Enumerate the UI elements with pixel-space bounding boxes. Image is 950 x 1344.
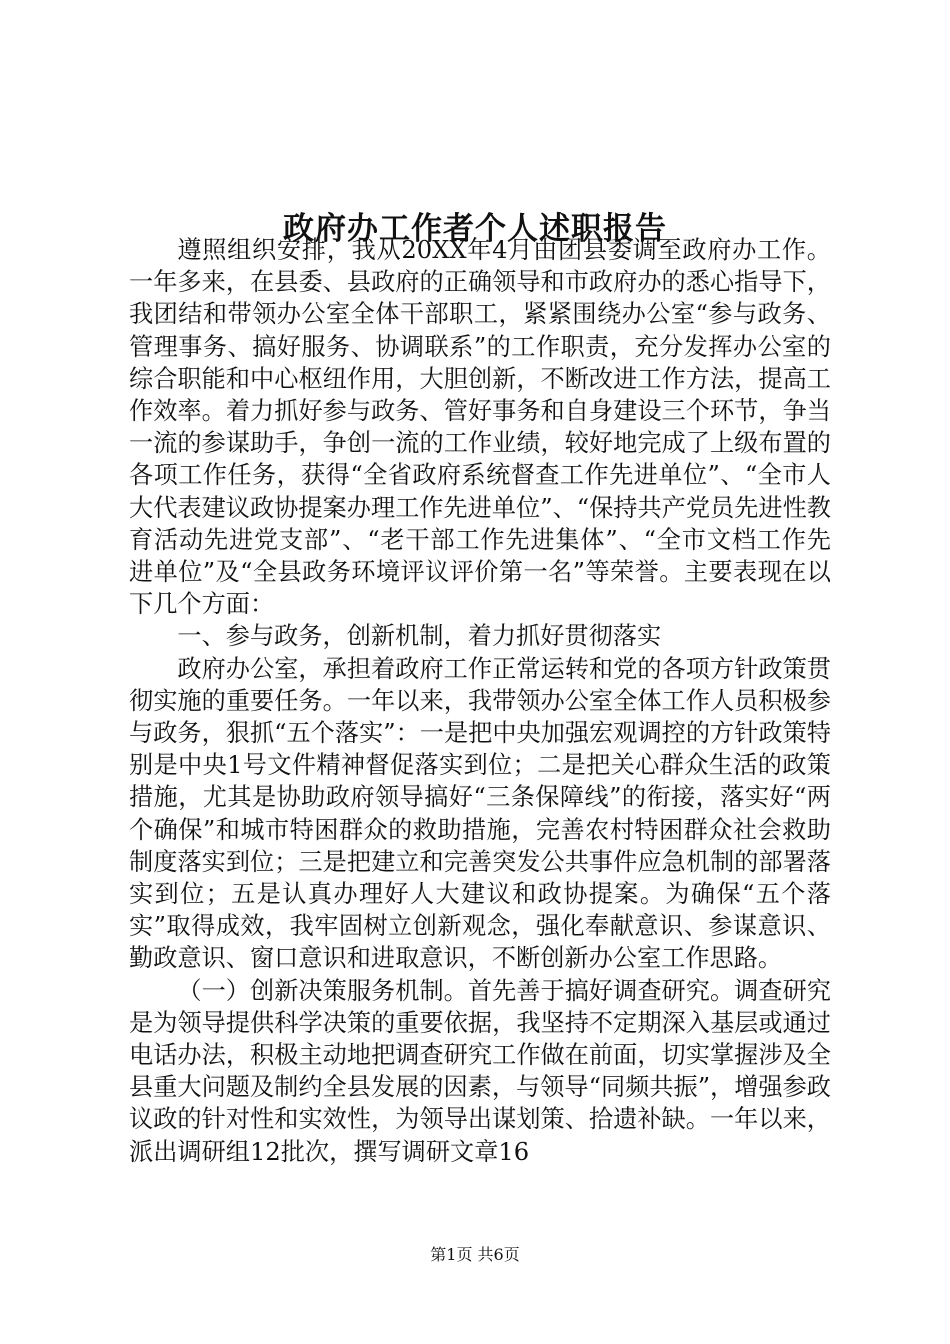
paragraph-section-one: 政府办公室，承担着政府工作正常运转和党的各项方针政策贯彻实施的重要任务。一年以来，我带领办公室全体工作人员积极参与政务，狠抓“五个落实”：一是把中央加强宏观调控的方针政策特别是中央1号文件精神督促落实到位；二是把关心群众生活的政策措施，尤其是协助政府领导搞好“三条保障线”的衔接，落实好“两个确保”和城市特困群众的救助措施，完善农村特困群众社会救助制度落实到位；三是把建立和完善突发公共事件应急机制的部署落实到位；五是认真办理好人大建议和政协提案。为确保“五个落实”取得成效，我牢固树立创新观念，强化奉献意识、参谋意识、勤政意识、窗口意识和进取意识，不断创新办公室工作思路。 xyxy=(129,654,831,973)
paragraph-subsection-one: （一）创新决策服务机制。首先善于搞好调查研究。调查研究是为领导提供科学决策的重要依据，我坚持不定期深入基层或通过电话办法，积极主动地把调查研究工作做在前面，切实掌握涉及全县重大问题及制约全县发展的因素，与领导“同频共振”，增强参政议政的针对性和实效性，为领导出谋划策、拾遗补缺。一年以来，派出调研组12批次，撰写调研文章16 xyxy=(129,976,831,1166)
page-number-footer: 第1页 共6页 xyxy=(430,1245,520,1264)
document-title: 政府办工作者个人述职报告 xyxy=(283,210,667,247)
section-heading: 一、参与政务，创新机制，着力抓好贯彻落实 xyxy=(177,622,662,651)
document-body xyxy=(129,234,831,1168)
paragraph-intro: 遵照组织安排，我从20XX年4月由团县委调至政府办工作。一年多来，在县委、县政府的正确领导和市政府办的悉心指导下，我团结和带领办公室全体干部职工，紧紧围绕办公室“参与政务、管理事务、搞好服务、协调联系”的工作职责，充分发挥办公室的综合职能和中心枢纽作用，大胆创新，不断改进工作方法，提高工作效率。着力抓好参与政务、管好事务和自身建设三个环节，争当一流的参谋助手，争创一流的工作业绩，较好地完成了上级布置的各项工作任务，获得“全省政府系统督查工作先进单位”、“全市人大代表建议政协提案办理工作先进单位”、“保持共产党员先进性教育活动先进党支部”、“老干部工作先进集体”、“全市文档工作先进单位”及“全县政务环境评议评价第一名”等荣誉。主要表现在以下几个方面： xyxy=(129,236,831,619)
